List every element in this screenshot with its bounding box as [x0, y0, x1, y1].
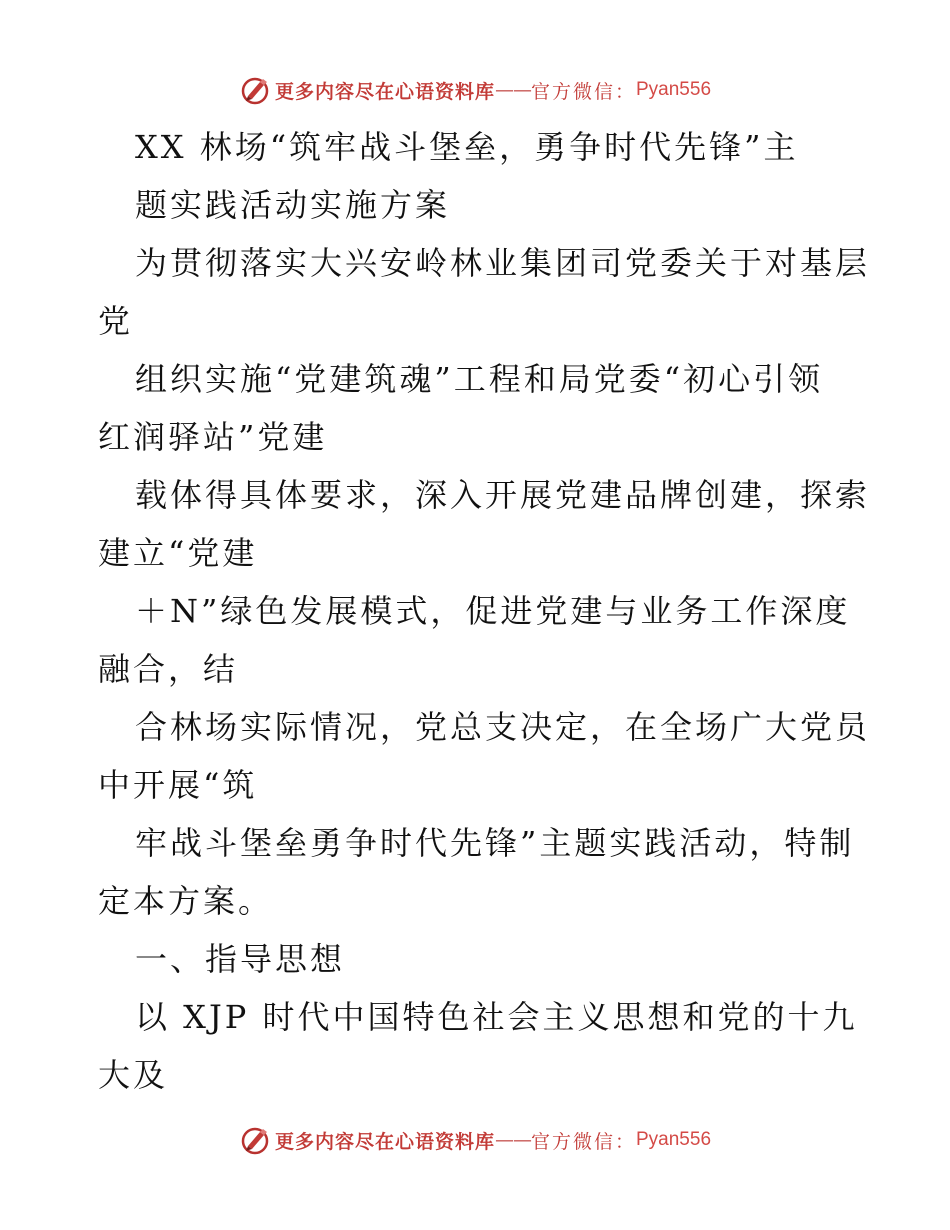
- paragraph-line: ＋N”绿色发展模式，促进党建与业务工作深度: [135, 592, 851, 630]
- paragraph-line: 党: [98, 302, 134, 340]
- section-heading: 一、指导思想: [135, 940, 346, 978]
- paragraph-line: 建立“党建: [98, 534, 258, 572]
- banner-wechat-label: 官方微信：: [530, 80, 636, 103]
- paragraph-line: 载体得具体要求，深入开展党建品牌创建，探索: [135, 476, 871, 514]
- title-line-2: 题实践活动实施方案: [135, 186, 451, 224]
- document-body: [98, 118, 871, 1104]
- paragraph-line: 以 XJP 时代中国特色社会主义思想和党的十九: [135, 998, 858, 1036]
- paragraph-line: 红润驿站”党建: [98, 418, 328, 456]
- pen-logo-icon: [239, 1124, 271, 1156]
- banner-dash: ——: [494, 79, 531, 101]
- paragraph-line: 合林场实际情况，党总支决定，在全场广大党员: [135, 708, 871, 746]
- title-line-1: XX 林场“筑牢战斗堡垒，勇争时代先锋”主: [135, 128, 799, 166]
- pen-logo-icon: [239, 74, 271, 106]
- banner-wechat-id: Pyan556: [636, 1129, 712, 1150]
- paragraph-line: 为贯彻落实大兴安岭林业集团司党委关于对基层: [135, 244, 871, 282]
- paragraph-line: 大及: [98, 1056, 169, 1094]
- banner-wechat-id: Pyan556: [636, 79, 712, 100]
- footer-watermark-banner: [0, 1120, 950, 1160]
- banner-dash: ——: [494, 1129, 531, 1151]
- paragraph-line: 定本方案。: [98, 882, 274, 920]
- paragraph-line: 融合，结: [98, 650, 239, 688]
- paragraph-line: 牢战斗堡垒勇争时代先锋”主题实践活动，特制: [135, 824, 855, 862]
- banner-site-text: 更多内容尽在心语资料库: [274, 1130, 495, 1153]
- paragraph-line: 组织实施“党建筑魂”工程和局党委“初心引领: [135, 360, 824, 398]
- header-watermark-banner: [0, 70, 950, 110]
- banner-wechat-label: 官方微信：: [530, 1130, 636, 1153]
- banner-site-text: 更多内容尽在心语资料库: [274, 80, 495, 103]
- paragraph-line: 中开展“筑: [98, 766, 258, 804]
